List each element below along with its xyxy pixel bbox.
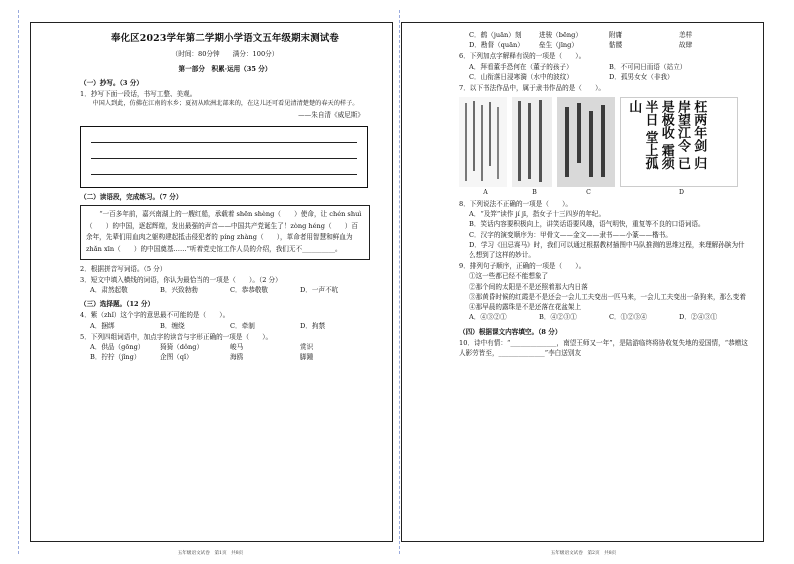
calligraphy-labels [459, 188, 749, 198]
word: 垒生（jīng） [539, 41, 578, 50]
word: 恙样 [679, 31, 693, 39]
sentence: ③那黄昏时候的红霞是不是还会一会儿工夫变出一匹马来，一会儿工夫变出一条狗来，那么变着 [469, 292, 746, 301]
option[interactable]: B．缠绕 [160, 321, 185, 330]
left-content [80, 30, 370, 363]
page-footer: 五年级语文试卷 第2页 共8页 [550, 551, 617, 556]
section-heading-choice: （三）选择题。（12 分） [80, 300, 155, 309]
calligraphy-image-d [620, 97, 738, 187]
question-5-option-c[interactable] [459, 30, 749, 40]
word: B．拧拧（jǐng） [90, 353, 141, 362]
calligraphy-image-b [512, 97, 552, 187]
word: 企图（qǐ） [160, 353, 193, 362]
question-6-options [459, 62, 749, 82]
word: 峻马 [230, 343, 244, 352]
option[interactable]: B．④②③① [539, 313, 577, 322]
binding-margin-line [399, 10, 400, 554]
option[interactable]: A．捆绑 [90, 321, 115, 330]
sentence: ④那早晨的露珠是不是还落在花盆架上 [469, 303, 582, 312]
word: 附庸 [609, 31, 623, 39]
question-10: 10．诗中有情：“______________，南望王师又一年”，是陆游临终将协收复失地的爱国情，“恭赠这人影劳皆至，______________”李白送别友 [459, 338, 748, 357]
word: 猗猗（dǒng） [160, 343, 204, 352]
option[interactable]: C．恭恭敬敬 [230, 285, 269, 294]
option[interactable]: A．肃然起敬 [90, 285, 128, 294]
option[interactable]: B．不可同日而语（站立） [609, 62, 687, 71]
question-5-option-d[interactable] [459, 40, 749, 50]
question-5-option-a[interactable] [80, 342, 370, 352]
label-a: A [483, 189, 488, 197]
option[interactable]: B．兴致勃勃 [160, 285, 198, 294]
word: 故肆 [679, 41, 693, 50]
exam-title: 奉化区2023学年第二学期小学语文五年级期末测试卷 [111, 33, 339, 44]
option[interactable]: D．一声不吭 [300, 285, 339, 294]
question-7: 7．以下书法作品中，属于隶书作品的是（ ）。 [459, 84, 605, 93]
option[interactable]: D．孤男女女（非我） [609, 72, 674, 81]
copy-passage: 中国人到此，仿佛在江南的水乡；夏初从欧洲北部来的，在这儿还可看见清清楚楚的春天的样子。 [92, 100, 359, 108]
part-heading: 第一部分 积累·运用（35 分） [178, 64, 272, 73]
word: 进骏（bēng） [539, 31, 582, 39]
word: 脚踵 [300, 353, 314, 362]
option[interactable]: D．拘禁 [300, 321, 326, 330]
label-d: D [679, 189, 684, 197]
writing-line [91, 158, 357, 159]
word: A．供品（gōng） [90, 343, 145, 352]
option[interactable]: B．笑话内容要积极向上，讲笑话语要风趣，语气明快，重复等不良的口语词语。 [469, 220, 705, 229]
question-8: 8．下列说法不正确的一项是（ ）。 [459, 199, 572, 208]
question-9: 9．排列句子顺序，正确的一项是（ ）。 [459, 262, 586, 271]
word: 海鸥 [230, 353, 244, 362]
label-b: B [532, 189, 537, 197]
calligraphy-image-a [459, 97, 507, 187]
question-1: 1．抄写下面一段话，书写工整、美观。 [80, 90, 197, 99]
option[interactable]: A．“及笄”读作 jí jī，指女子十三四岁的年纪。 [469, 210, 606, 219]
word: C．鹤（juān）刻 [469, 31, 522, 39]
question-4-options [80, 321, 370, 331]
reading-passage: “一百多年前，嘉兴南湖上的一艘红船，承载着 shēn shèng（ ）使命，让 chén shuì（ ）的中国，逐起辉煌，发出最强的声音——中国共产党诞生了！zòng héng（ ）百余年，先辈们用血肉之躯构建起抵击侵犯者的 píng zhàng（ ），革命者用智慧和鲜血为 zhǎn xīn（ ）的中国奠基……”听着党史馆工作人员的介绍，我们无不__________。 [80, 205, 370, 259]
question-2: 2．根据拼音写词语。（5 分） [80, 264, 167, 273]
word: 骷髅 [609, 41, 623, 50]
page-footer: 五年级语文试卷 第1页 共8页 [177, 551, 244, 556]
option[interactable]: D．②④③① [679, 313, 718, 322]
right-page [397, 0, 794, 564]
question-3-options [80, 285, 370, 295]
label-c: C [586, 189, 591, 197]
option[interactable]: C．牵制 [230, 321, 255, 330]
option[interactable]: D．学习《田忌赛马》时，我们可以通过根据教材插图中马队推测的思维过程，来理解孙膑为什么想到了这样的妙计。 [469, 240, 745, 260]
word: 赏识 [300, 343, 314, 352]
calligraphy-image-c [557, 97, 615, 187]
question-5: 5．下列四组词语中，加点字的读音与字形正确的一项是（ ）。 [80, 332, 273, 341]
right-content [459, 30, 749, 358]
question-3: 3．短文中填入横线的词语，你认为最恰当的一项是（ ）。（2 分） [80, 275, 282, 284]
writing-line [91, 174, 357, 175]
calligraphy-images [459, 97, 749, 187]
binding-margin-line [18, 10, 19, 554]
question-5-option-b[interactable] [80, 352, 370, 362]
writing-line [91, 142, 357, 143]
calligraphy-text: 枉两年剑 归岸望江令 已是极收 霜须半日 堂上孤山 [626, 100, 707, 170]
question-4: 4．紫（zhǐ）这个字的意思最不可能的是（ ）。 [80, 311, 230, 320]
option[interactable]: C．①②③④ [609, 313, 648, 322]
option[interactable]: C．山衔落日浸寒漪（水中的波纹） [469, 72, 573, 81]
option[interactable]: A．拜看董手恐何在（董子的孩子） [469, 62, 573, 71]
option[interactable]: A．④③②① [469, 313, 507, 322]
passage-source: ——朱自清《威尼斯》 [298, 110, 364, 119]
section-heading-reading: （二）读语段，完成练习。（7 分） [80, 193, 183, 202]
sentence: ①这一些都已经不能想象了 [469, 272, 549, 281]
question-9-options [459, 312, 749, 322]
exam-subtitle: （时间：80分钟 满分：100分） [171, 49, 279, 58]
sentence: ②那个间的太阳是不是还照着那大内日落 [469, 282, 588, 291]
question-6: 6．下列加点字解释有误的一项是（ ）。 [459, 52, 586, 61]
section-heading-fill: （四）根据课文内容填空。（8 分） [459, 327, 562, 336]
option[interactable]: C．汉字的演变顺序为：甲骨文——金文——隶书——小篆——楷书。 [469, 230, 672, 239]
word: D．勘督（quān） [469, 41, 524, 50]
section-heading-copy: （一）抄写。（3 分） [80, 79, 143, 88]
writing-box[interactable] [80, 126, 368, 188]
